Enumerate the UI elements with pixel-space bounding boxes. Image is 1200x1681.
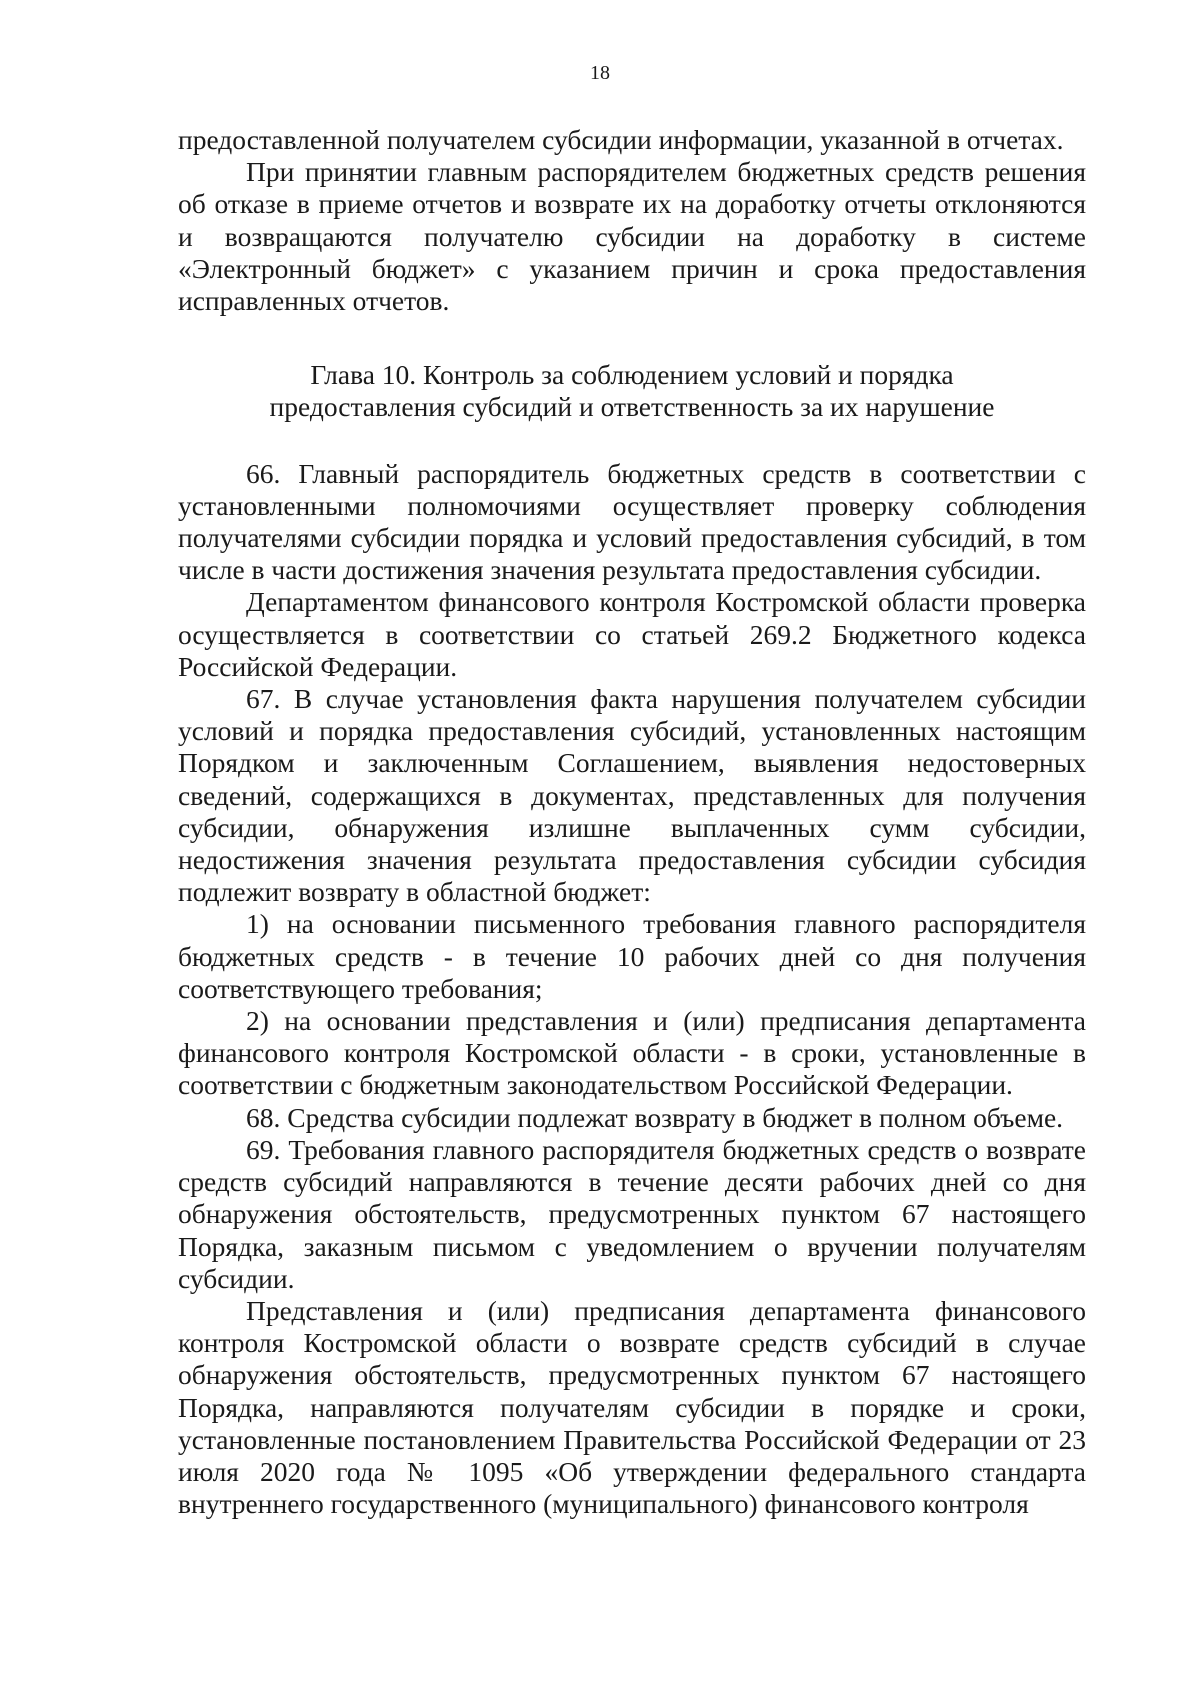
chapter-heading: [178, 359, 1086, 423]
paragraph-66: 66. Главный распорядитель бюджетных средств в соответствии с установленными полномочиями осуществляет проверку соблюдения получателями субсидии порядка и условий предоставления субсидий, в том числе в части достижения значения результата предоставления субсидии.: [178, 457, 1086, 586]
paragraph-66-department: Департаментом финансового контроля Костромской области проверка осуществляется в соответствии со статьей 269.2 Бюджетного кодекса Российской Федерации.: [178, 586, 1086, 682]
paragraph-67-item-2: 2) на основании представления и (или) предписания департамента финансового контроля Костромской области - в сроки, установленные в соответствии с бюджетным законодательством Российской Федерации.: [178, 1005, 1086, 1101]
paragraph-continuation: предоставленной получателем субсидии информации, указанной в отчетах.: [178, 124, 1064, 155]
paragraph-report-rejection: При принятии главным распорядителем бюджетных средств решения об отказе в приеме отчетов и возврате их на доработку отчеты отклоняются и возвращаются получателю субсидии на доработку в системе «Электронный бюджет» с указанием причин и срока предоставления исправленных отчетов.: [178, 156, 1086, 317]
paragraph-67-item-1: 1) на основании письменного требования главного распорядителя бюджетных средств - в течение 10 рабочих дней со дня получения соответствующего требования;: [178, 908, 1086, 1004]
paragraph-69-submissions: Представления и (или) предписания департамента финансового контроля Костромской области о возврате средств субсидий в случае обнаружения обстоятельств, предусмотренных пунктом 67 настоящего Порядка, направляются получателям субсидии в порядке и сроки, установленные постановлением Правительства Российской Федерации от 23 июля 2020 года № 1095 «Об утверждении федерального стандарта внутреннего государственного (муниципального) финансового контроля: [178, 1294, 1086, 1520]
document-body: [178, 124, 1086, 1520]
paragraph-67: 67. В случае установления факта нарушения получателем субсидии условий и порядка предоставления субсидий, установленных настоящим Порядком и заключенным Соглашением, выявления недостоверных сведений, содержащихся в документах, представленных для получения субсидии, обнаружения излишне выплаченных сумм субсидии, недостижения значения результата предоставления субсидии субсидия подлежит возврату в областной бюджет:: [178, 683, 1086, 908]
paragraph-68: 68. Средства субсидии подлежат возврату в бюджет в полном объеме.: [246, 1101, 1064, 1133]
chapter-heading-line-2: предоставления субсидий и ответственность за их нарушение: [269, 391, 995, 423]
paragraph-69: 69. Требования главного распорядителя бюджетных средств о возврате средств субсидий направляются в течение десяти рабочих дней со дня обнаружения обстоятельств, предусмотренных пунктом 67 настоящего Порядка, заказным письмом с уведомлением о вручении получателям субсидии.: [178, 1133, 1086, 1294]
page-number: 18: [590, 62, 610, 84]
chapter-heading-line-1: Глава 10. Контроль за соблюдением условий и порядка: [310, 359, 954, 391]
